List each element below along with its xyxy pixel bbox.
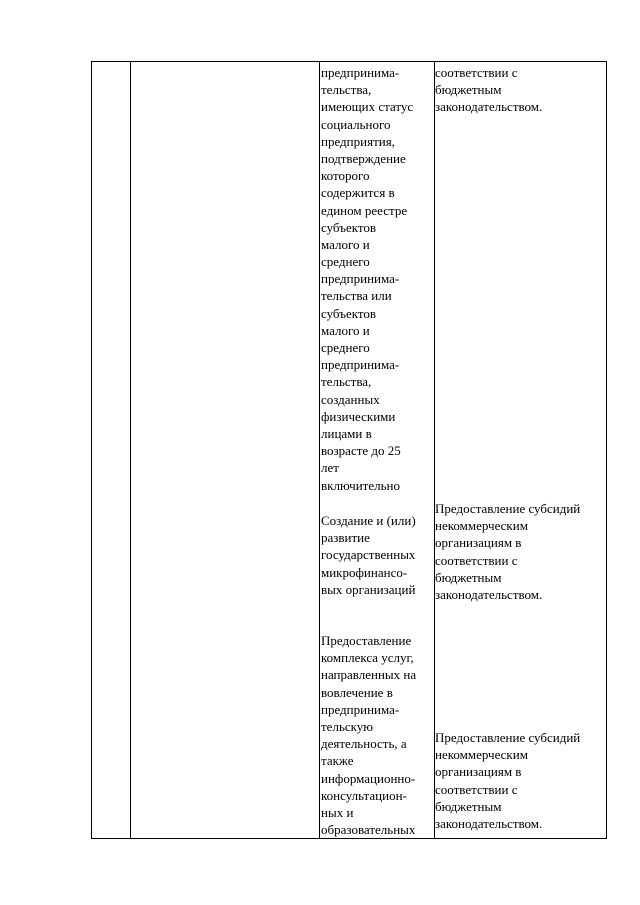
column-divider-2	[319, 62, 320, 838]
text-line: тельства или	[321, 288, 392, 304]
text-line: тельскую	[321, 718, 373, 734]
text-line: Предоставление субсидий	[435, 501, 581, 516]
text-line: организациям в	[435, 764, 522, 780]
text-line: Предоставление субсидий	[435, 730, 581, 745]
col4-block2	[435, 500, 606, 603]
col4-block3	[435, 729, 606, 832]
text-line: бюджетным	[435, 82, 502, 98]
text-line: микрофинансо-	[321, 564, 408, 580]
text-line: организациям в	[435, 535, 522, 551]
text-line: Предоставление	[321, 633, 412, 648]
text-line: некоммерческим	[435, 518, 528, 534]
text-line: предпринима-	[321, 65, 400, 80]
text-line: Создание и (или)	[321, 513, 416, 528]
text-line: подтверждение	[321, 150, 406, 166]
text-line: некоммерческим	[435, 747, 528, 763]
text-line: среднего	[321, 340, 370, 355]
text-line: соответствии с	[435, 781, 518, 797]
text-line: имеющих статус	[321, 99, 414, 115]
text-line: законодательством.	[435, 586, 543, 602]
text-line: соответствии с	[435, 552, 518, 568]
text-line: законодательством.	[435, 99, 543, 115]
text-line: комплекса услуг,	[321, 650, 414, 666]
text-line: предпринима-	[321, 271, 400, 287]
text-line: соответствии с	[435, 65, 518, 80]
text-line: бюджетным	[435, 798, 502, 814]
text-line: малого и	[321, 236, 370, 252]
text-line: возрасте до 25	[321, 443, 401, 459]
text-line: тельства,	[321, 374, 372, 390]
text-line: информационно-	[321, 770, 416, 786]
text-line: которого	[321, 168, 370, 184]
col3-block2	[321, 512, 433, 598]
text-line: субъектов	[321, 219, 377, 235]
text-line: вых организаций	[321, 581, 416, 597]
text-line: направленных на	[321, 667, 417, 683]
col3-block1	[321, 64, 433, 494]
text-line: тельства,	[321, 82, 372, 98]
column-divider-1	[130, 62, 131, 838]
text-line: лет	[321, 460, 339, 476]
text-line: также	[321, 753, 354, 769]
text-line: бюджетным	[435, 569, 502, 585]
text-line: государственных	[321, 547, 416, 563]
text-line: вовлечение в	[321, 684, 393, 700]
text-line: едином реестре	[321, 202, 408, 218]
col4-block1	[435, 64, 606, 116]
text-line: лицами в	[321, 425, 372, 441]
text-line: предпринима-	[321, 701, 400, 717]
text-line: содержится в	[321, 185, 395, 201]
col3-block3	[321, 632, 433, 838]
text-line: малого и	[321, 322, 370, 338]
text-line: образовательных	[321, 822, 416, 838]
text-line: предпринима-	[321, 357, 400, 373]
text-line: субъектов	[321, 305, 377, 321]
text-line: развитие	[321, 530, 370, 546]
text-line: социального	[321, 116, 391, 132]
text-line: законодательством.	[435, 815, 543, 831]
text-line: среднего	[321, 254, 370, 270]
text-line: физическими	[321, 408, 396, 424]
column-divider-3	[434, 62, 435, 838]
document-table	[91, 61, 607, 839]
text-line: консультацион-	[321, 787, 407, 803]
text-line: деятельность, а	[321, 736, 407, 752]
text-line: включительно	[321, 477, 400, 493]
text-line: предприятия,	[321, 133, 395, 149]
text-line: созданных	[321, 391, 380, 407]
text-line: ных и	[321, 804, 354, 820]
